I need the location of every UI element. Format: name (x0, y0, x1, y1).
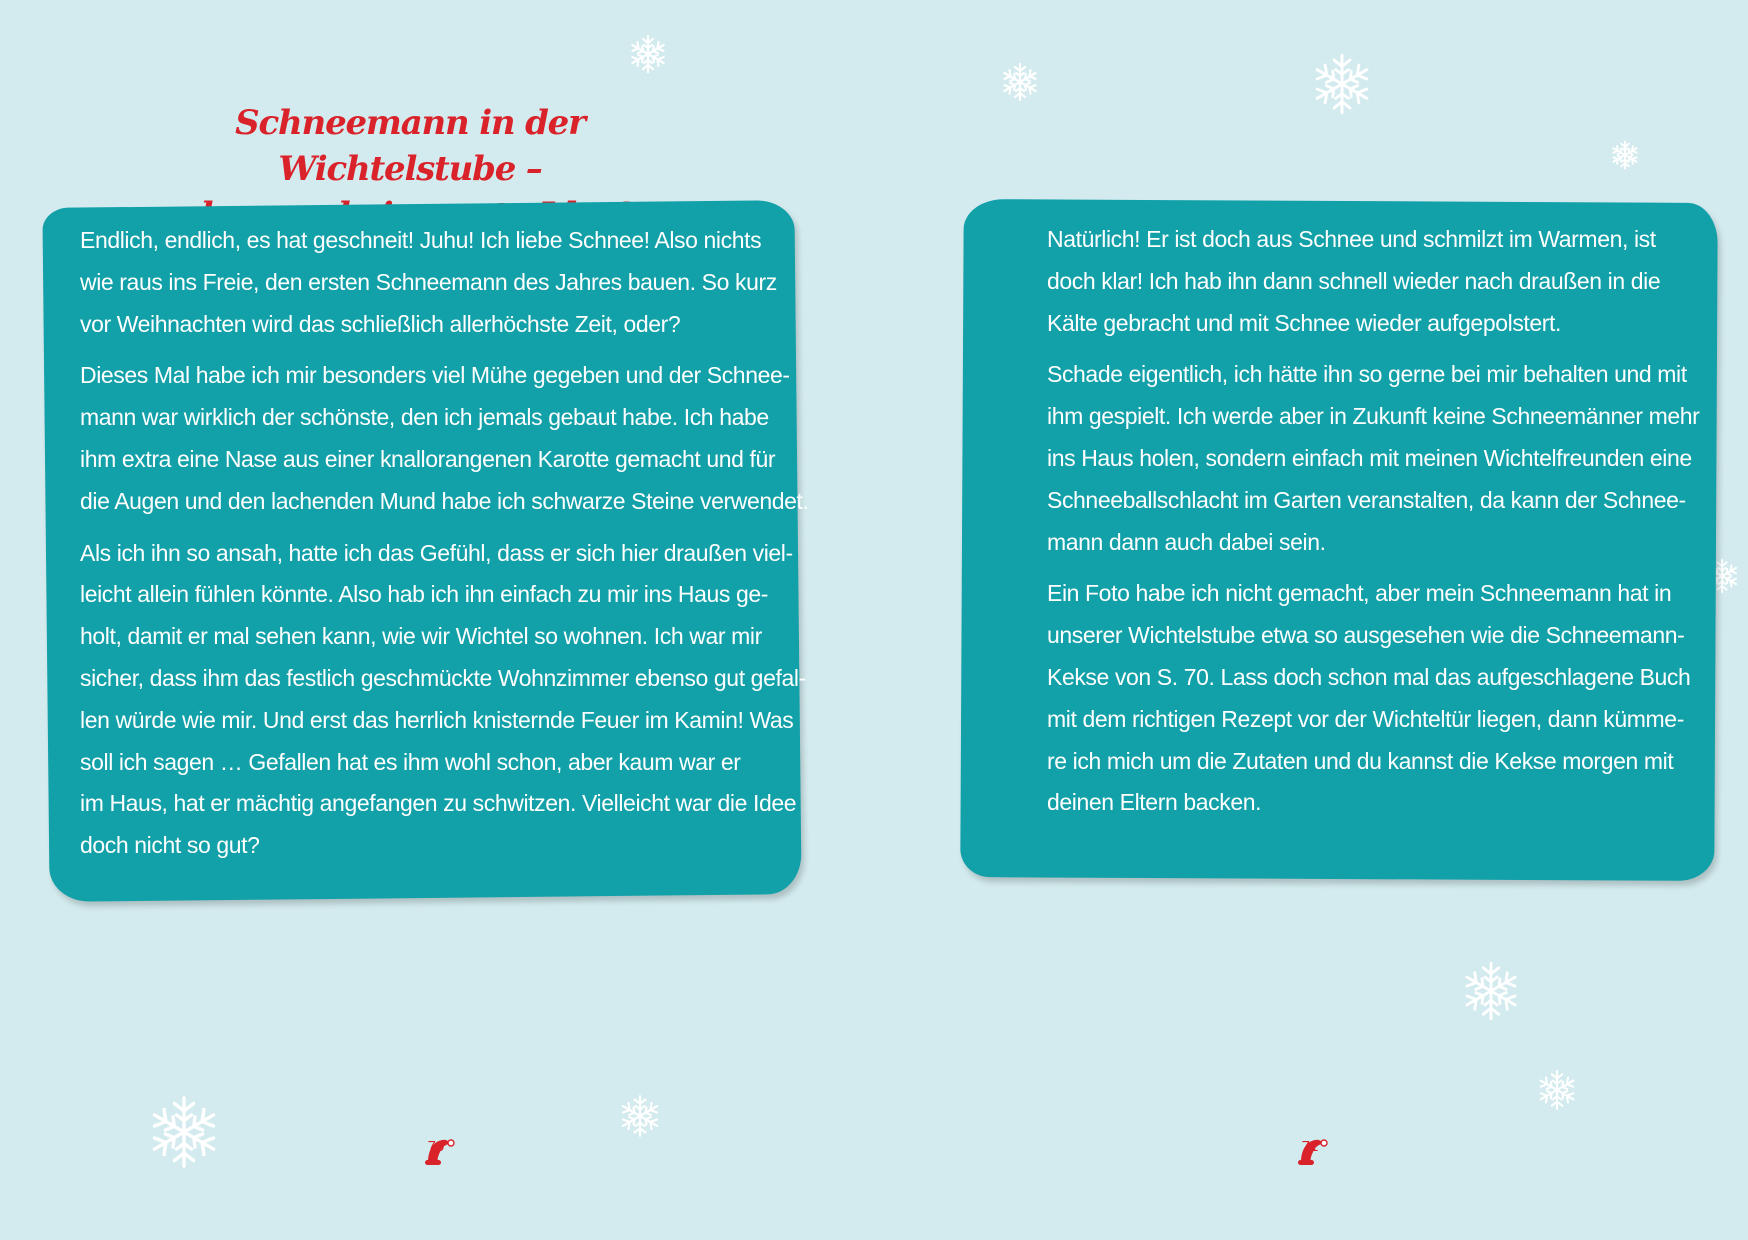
text-line: unserer Wichtelstube etwa so ausgesehen wie die Schneemann- (1047, 622, 1685, 649)
snowflake-icon (628, 34, 668, 74)
text-line: deinen Eltern backen. (1047, 789, 1262, 816)
text-line: Kekse von S. 70. Lass doch schon mal das aufgeschlagene Buch (1047, 663, 1691, 690)
snowflake-icon (1310, 50, 1374, 118)
story-text-left (80, 220, 809, 877)
snowflake-icon (1610, 140, 1640, 170)
paragraph (1047, 354, 1699, 563)
page-number-left: 70 (427, 1138, 445, 1155)
snowflake-icon (1536, 1068, 1578, 1112)
text-line: Schneeballschlacht im Garten veranstalten, da kann der Schnee- (1047, 486, 1686, 513)
text-line: Dieses Mal habe ich mir besonders viel Mühe gegeben und der Schnee- (80, 362, 790, 389)
paragraph (80, 355, 809, 522)
paragraph (80, 533, 809, 867)
text-line: doch nicht so gut? (80, 832, 260, 859)
snowflake-icon (1000, 62, 1040, 102)
snowflake-icon (146, 1090, 222, 1174)
text-line: re ich mich um die Zutaten und du kannst die Kekse morgen mit (1047, 747, 1674, 774)
paragraph (1047, 219, 1699, 344)
text-line: wie raus ins Freie, den ersten Schneemann des Jahres bauen. So kurz (80, 268, 777, 295)
text-line: ihm gespielt. Ich werde aber in Zukunft keine Schneemänner mehr (1047, 403, 1700, 430)
text-line: die Augen und den lachenden Mund habe ich schwarze Steine verwendet. (80, 487, 809, 514)
page-number-right: 71 (1301, 1138, 1319, 1155)
snowflake-icon (618, 1092, 662, 1140)
text-line: Als ich ihn so ansah, hatte ich das Gefühl, dass er sich hier draußen viel- (80, 539, 793, 566)
text-line: mit dem richtigen Rezept vor der Wichteltür liegen, dann kümme- (1047, 705, 1684, 732)
text-line: Schade eigentlich, ich hätte ihn so gerne bei mir behalten und mit (1047, 361, 1687, 388)
text-line: im Haus, hat er mächtig angefangen zu schwitzen. Vielleicht war die Idee (80, 790, 797, 817)
text-line: len würde wie mir. Und erst das herrlich knisternde Feuer im Kamin! Was (80, 706, 794, 733)
text-line: mann war wirklich der schönste, den ich jemals gebaut habe. Ich habe (80, 404, 769, 431)
text-line: Kälte gebracht und mit Schnee wieder aufgepolstert. (1047, 309, 1562, 336)
title-line-1: Schneemann in der Wichtelstube – (235, 103, 585, 189)
text-line: Ein Foto habe ich nicht gemacht, aber mein Schneemann hat in (1047, 580, 1672, 607)
text-line: mann dann auch dabei sein. (1047, 528, 1326, 555)
text-line: ins Haus holen, sondern einfach mit meinen Wichtelfreunden eine (1047, 444, 1692, 471)
text-line: soll ich sagen … Gefallen hat es ihm wohl schon, aber kaum war er (80, 748, 741, 775)
text-line: Natürlich! Er ist doch aus Schnee und schmilzt im Warmen, ist (1047, 226, 1656, 252)
story-text-right (1047, 219, 1699, 834)
text-line: doch klar! Ich hab ihn dann schnell wieder nach draußen in die (1047, 267, 1661, 294)
text-line: ihm extra eine Nase aus einer knallorangenen Karotte gemacht und für (80, 445, 776, 472)
text-line: vor Weihnachten wird das schließlich allerhöchste Zeit, oder? (80, 310, 681, 337)
text-line: holt, damit er mal sehen kann, wie wir Wichtel so wohnen. Ich war mir (80, 623, 762, 650)
paragraph (1047, 573, 1699, 824)
text-line: Endlich, endlich, es hat geschneit! Juhu! Ich liebe Schnee! Also nichts (80, 227, 762, 253)
text-line: leicht allein fühlen könnte. Also hab ich ihn einfach zu mir ins Haus ge- (80, 581, 769, 608)
paragraph (80, 220, 809, 345)
snowflake-icon (1460, 956, 1522, 1026)
text-line: sicher, dass ihm das festlich geschmückte Wohnzimmer ebenso gut gefal- (80, 664, 806, 691)
